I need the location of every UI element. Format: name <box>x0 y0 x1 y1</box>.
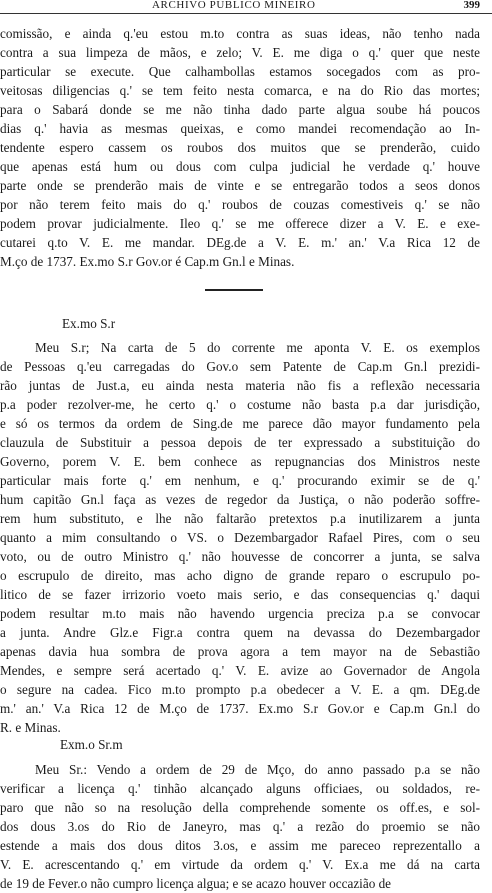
text-line: M.ço de 1737. Ex.mo S.r Gov.or é Cap.m Gn.l e Minas. <box>0 254 295 269</box>
text-line: R. e Minas. <box>0 720 61 735</box>
text-line: contra a sua limpeza de mãos, e zelo; V. E. me diga o q.' quer que neste <box>0 45 480 60</box>
text-line: de Pessoas q.'eu carregadas do Gov.o sem Patente de Cap.m Gn.l prezidi- <box>0 359 480 374</box>
text-line: Meu Sr.: Vendo a ordem de 29 de Mço, do anno passado p.a se não <box>35 762 480 777</box>
text-line: voto, ou de outro Ministro q.' não houvesse de concorrer a junta, se salva <box>0 549 480 564</box>
text-line: apenas davia hua sombra de prova agora a tem mayor na de Sebastião <box>0 644 480 659</box>
running-title: ARCHIVO PUBLICO MINEIRO <box>152 0 316 11</box>
text-line: que apenas está hum ou dous com culpa judicial he verdade q.' houve <box>0 159 480 174</box>
text-line: a junta. Andre Glz.e Figr.a contra quem na devassa do Dezembargador <box>0 625 480 640</box>
text-line: parte onde se prenderão mais de vinte e se entregarão todos a seos donos <box>0 178 480 193</box>
text-line: Meu S.r; Na carta de 5 do corrente me aponta V. E. os exemplos <box>35 340 480 355</box>
text-line: Governo, porem V. E. bem conhece as repugnancias dos Ministros neste <box>0 454 480 469</box>
text-line: litico de se fazer irrizorio voeto mais serio, e das consequencias q.' daqui <box>0 587 480 602</box>
text-line: clauzula de Substituir a pessoa depois de ter expressado a substituição do <box>0 435 480 450</box>
text-line: paro que não so na resolução della comprehende somente os off.es, e sol- <box>0 800 480 815</box>
text-line: hum capitão Gn.l faça as vezes de regedor da Justiça, o não poderão soffre- <box>0 492 480 507</box>
text-line: tendente espero cassem os roubos dos muitos que se prenderão, cuido <box>0 140 480 155</box>
text-line: rão juntas de Just.a, eu ainda nesta materia não fis a reflexão necessaria <box>0 378 480 393</box>
text-line: dos dous 3.os do Rio de Janeyro, mas q.' a rezão do proemio se não <box>0 819 480 834</box>
text-line: dias q.' havia as mesmas queixas, e como mandei recomendação ao In- <box>0 121 480 136</box>
header-rule <box>0 13 492 14</box>
text-line: particular mais forte q.' em nenhum, e q.' procurando eximir se de q.' <box>0 473 480 488</box>
text-line: veitosas diligencias q.' se tem feito nesta comarca, e na do Rio das mortes; <box>0 83 480 98</box>
text-line: quanto a mim consultando o VS. o Dezembargador Rafael Pires, com o seu <box>0 530 480 545</box>
salutation-2: Exm.o Sr.m <box>60 737 123 752</box>
salutation-1: Ex.mo S.r <box>62 316 116 331</box>
text-line: podem provar judicialmente. Ileo q.' se me offerece dizer a V. E. e exe- <box>0 216 480 231</box>
text-line: m.' an.' V.a Rica 12 de M.ço de 1737. Ex.mo S.r Gov.or e Cap.m Gn.l do <box>0 701 480 716</box>
text-line: de 19 de Fever.o não cumpro licença algua; e se acazo houver occazião de <box>0 876 392 891</box>
text-line: Mendes, e sempre será acertado q.' V. E. avize ao Governador de Angola <box>0 663 480 678</box>
section-divider <box>205 289 263 291</box>
text-line: rem hum substituto, e lhe não faltarão pretextos p.a inutilizarem a junta <box>0 511 480 526</box>
text-line: podem resultar m.to mais não havendo urgencia preciza p.a se convocar <box>0 606 480 621</box>
text-line: para o Sabará donde se me não tinha dado parte algua soube há poucos <box>0 102 480 117</box>
page-number: 399 <box>463 0 480 11</box>
text-line: verificar a licença q.' tinhão alcançado alguns officiaes, ou soldados, re- <box>0 781 480 796</box>
text-line: por não terem feito mais do q.' roubos de couzas comestiveis q.' se não <box>0 197 480 212</box>
text-line: particular se execute. Que calhambollas estamos socegados com as pro- <box>0 64 480 79</box>
text-line: comissão, e ainda q.'eu estou m.to contra as suas ideas, não tenho nada <box>0 26 480 41</box>
text-line: estende a mais dos dous ditos 3.os, e assim me pareceo reprezentallo a <box>0 838 480 853</box>
text-line: o segure na cadea. Fico m.to prompto p.a obedecer a V. E. a qm. DEg.de <box>0 682 480 697</box>
text-line: cutarei q.to V. E. me mandar. DEg.de a V. E. m.' an.' V.a Rica 12 de <box>0 235 480 250</box>
text-line: V. E. acrescentando q.' em virtude da ordem q.' V. Ex.a me dá na carta <box>0 857 480 872</box>
text-line: p.a poder rezolver-me, he certo q.' o costume não basta p.a dar jurisdição, <box>0 397 480 412</box>
running-header <box>0 0 492 14</box>
text-line: o escrupulo de direito, mas acho digno de grande reparo o escrupulo po- <box>0 568 480 583</box>
text-line: e só os termos da ordem de Sing.de me parece dão mayor fundamento pela <box>0 416 480 431</box>
